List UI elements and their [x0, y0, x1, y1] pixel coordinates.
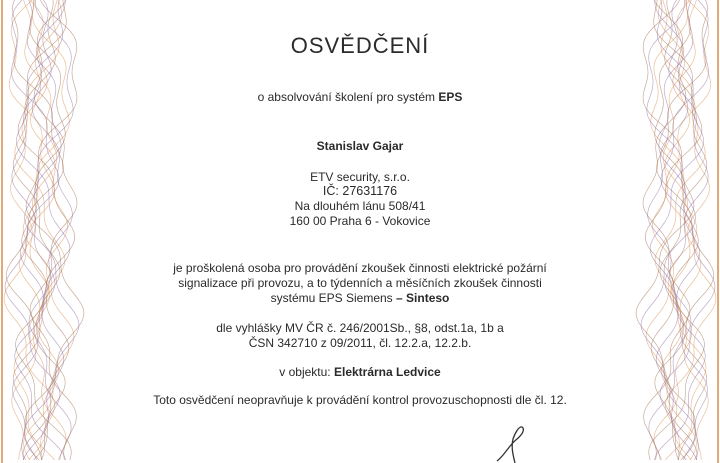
subtitle-system: EPS [438, 90, 463, 104]
law-reference-1: dle vyhlášky MV ČR č. 246/2001Sb., §8, odst.1a, 1b a [216, 321, 504, 335]
border-wave-line [25, 0, 84, 460]
object-name: Elektrárna Ledvice [333, 365, 441, 379]
company-street: Na dlouhém lánu 508/41 [294, 199, 426, 213]
body-line-2: signalizace při provozu, a to týdenních a měsíčních zkoušek činnosti [178, 276, 542, 290]
object-label: v objektu: [279, 365, 334, 379]
company-city: 160 00 Praha 6 - Vokovice [289, 214, 431, 228]
certificate-body [95, 0, 625, 463]
subtitle-text: o absolvování školení pro systém [257, 90, 439, 104]
object-line [95, 365, 625, 379]
validity-note: Toto osvědčení neopravňuje k provádění kontrol provozuschopnosti dle čl. 12. [153, 393, 567, 407]
decorative-border-right [625, 0, 720, 463]
certificate-title: OSVĚDČENÍ [290, 33, 430, 58]
border-wave-line [636, 0, 695, 460]
body-line-3-text: systému EPS Siemens [270, 291, 397, 305]
border-wave-line [643, 0, 690, 460]
body-line-1: je proškolená osoba pro provádění zkoušek činnosti elektrické požární [173, 261, 547, 275]
decorative-border-left [0, 0, 95, 463]
border-wave-line [30, 0, 77, 460]
company-id: IČ: 27631176 [322, 184, 398, 198]
holder-name: Stanislav Gajar [316, 139, 404, 153]
law-reference-2: ČSN 342710 z 09/2011, čl. 12.2.a, 12.2.b. [248, 336, 472, 350]
body-line-3 [95, 291, 625, 305]
system-name: – Sinteso [396, 291, 450, 305]
signature-mark [495, 425, 545, 463]
certificate-subtitle [95, 90, 625, 104]
company-name: ETV security, s.r.o. [310, 170, 410, 184]
